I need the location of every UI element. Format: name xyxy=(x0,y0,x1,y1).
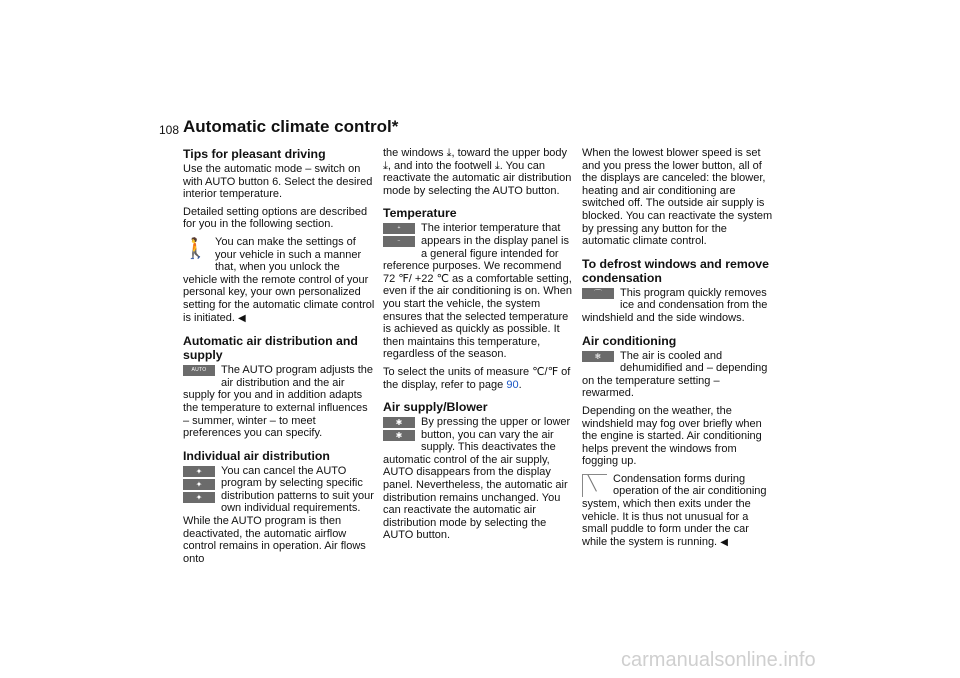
page-90-link[interactable]: 90 xyxy=(506,378,519,391)
temperature-up-button-icon: + xyxy=(383,223,415,234)
paragraph-auto xyxy=(183,364,375,440)
paragraph-defrost xyxy=(582,287,774,325)
defrost-button-icon: ⌒ xyxy=(582,288,614,299)
temperature-buttons-figure xyxy=(383,223,415,249)
paragraph-tips-2: Detailed setting options are described for you in the following section. xyxy=(183,205,368,231)
heading-air-conditioning: Air conditioning xyxy=(582,333,677,348)
column-2 xyxy=(383,147,575,547)
heading-tips: Tips for pleasant driving xyxy=(183,147,326,161)
ac-button-figure xyxy=(582,351,614,364)
page-title: Automatic climate control* xyxy=(183,117,399,136)
paragraph-ac-1-text: The air is cooled and dehumidified and – depending on the temperature setting – rewarmed. xyxy=(582,349,768,400)
column-3 xyxy=(582,147,774,554)
heading-temperature: Temperature xyxy=(383,206,457,221)
paragraph-individual xyxy=(183,465,375,566)
auto-button-icon: AUTO xyxy=(183,365,215,376)
end-mark-icon: ◀ xyxy=(238,312,246,324)
windows-airflow-icon: ⤓ xyxy=(446,147,452,159)
text-fragment: . You can reactivate the automatic air distribution mode by selecting the AUTO button. xyxy=(383,159,572,197)
ac-snowflake-button-icon: ❄ xyxy=(582,351,614,362)
blower-down-button-icon: ✱ xyxy=(383,430,415,441)
paragraph-ac-3 xyxy=(582,473,774,550)
person-note-icon: 🚶 xyxy=(183,237,208,260)
paragraph-defrost-text: This program quickly removes ice and condensation from the windshield and the side windows. xyxy=(582,286,768,324)
blower-buttons-figure xyxy=(383,417,415,443)
upper-body-airflow-button-icon: ✦ xyxy=(183,479,215,490)
text-fragment: To select the units of measure ℃/℉ of the display, refer to page xyxy=(383,365,571,391)
watermark-text: carmanualsonline.info xyxy=(621,649,816,671)
footwell-airflow-icon: ⤓ xyxy=(494,159,500,172)
paragraph-air-supply xyxy=(383,416,575,542)
paragraph-tips-1: Use the automatic mode – switch on with AUTO button 6. Select the desired interior temperature. xyxy=(183,163,373,201)
paragraph-temperature-1-text: The interior temperature that appears in the display panel is a general figure intended for reference purposes. We recommend 72 ℉/ +22 ℃ as a comfortable setting, even if the air conditioning is on. When you start the vehicle, the system ensures that the selected temperature is achieved as quickly as possible. It then maintains this temperature, regardless of the season. xyxy=(383,222,572,361)
heading-auto-distribution: Automatic air distribution and supply xyxy=(183,334,358,363)
windows-airflow-button-icon: ✦ xyxy=(183,466,215,477)
heading-individual-distribution: Individual air distribution xyxy=(183,448,330,463)
end-mark-icon: ◀ xyxy=(720,536,728,548)
paragraph-individual-text: You can cancel the AUTO program by selecting specific distribution patterns to suit your own individual requirements. While the AUTO program is then deactivated, the automatic airflow control remains in operation. Air flows onto xyxy=(183,464,374,565)
auto-button-figure xyxy=(183,365,215,378)
page-number: 108 xyxy=(159,123,180,137)
upper-body-airflow-icon: ⤓ xyxy=(383,159,388,172)
paragraph-tips-3-text: You can make the settings of your vehicle in such a manner that, when you unlock the vehicle with the remote control of your personal key, your own personalized setting for the automatic climate control is initiated. xyxy=(183,235,375,324)
paragraph-ac-2: Depending on the weather, the windshield may fog over briefly when the engine is started. Air conditioning helps prevent the windows from fogging up. xyxy=(582,404,762,468)
heading-air-supply: Air supply/Blower xyxy=(383,400,488,415)
footwell-airflow-button-icon: ✦ xyxy=(183,492,215,503)
environment-note-icon: ╲ xyxy=(582,474,607,497)
paragraph-ac-1 xyxy=(582,350,774,400)
text-fragment: , toward the upper body xyxy=(451,147,568,159)
paragraph-distribution-continued xyxy=(383,147,575,197)
text-fragment: the windows xyxy=(383,147,447,159)
heading-defrost: To defrost windows and remove condensation xyxy=(582,256,769,285)
text-fragment: , and into the footwell xyxy=(387,159,495,172)
distribution-buttons-figure xyxy=(183,466,215,505)
blower-up-button-icon: ✱ xyxy=(383,417,415,428)
paragraph-auto-text: The AUTO program adjusts the air distribution and the air supply for you and in addition adapts the temperature to external influences – summer, winter – to meet preferences you can specify. xyxy=(183,364,374,440)
paragraph-ac-3-text: Condensation forms during operation of the air conditioning system, which then exits under the vehicle. It is thus not unusual for a small puddle to form under the car while the system is running. xyxy=(582,472,767,548)
environment-note-figure xyxy=(582,474,607,497)
paragraph-tips-3 xyxy=(183,236,375,325)
temperature-down-button-icon: − xyxy=(383,236,415,247)
paragraph-air-supply-text: By pressing the upper or lower button, you can vary the air supply. This deactivates the automatic control of the air supply, AUTO disappears from the display panel. Nevertheless, the automatic air distribution remains unchanged. You can reactivate the automatic air distribution mode by selecting the AUTO button. xyxy=(383,416,571,542)
column-1 xyxy=(183,147,375,570)
paragraph-temperature-2 xyxy=(383,366,575,391)
paragraph-temperature-1 xyxy=(383,222,575,361)
paragraph-blower-off: When the lowest blower speed is set and you press the lower button, all of the displays are canceled: the blower, heating and air conditioning are switched off. The outside air supply is blocked. You can reactivate the system by pressing any button for the automatic climate control. xyxy=(582,147,773,248)
text-fragment: . xyxy=(518,378,522,391)
defrost-button-figure xyxy=(582,288,614,301)
